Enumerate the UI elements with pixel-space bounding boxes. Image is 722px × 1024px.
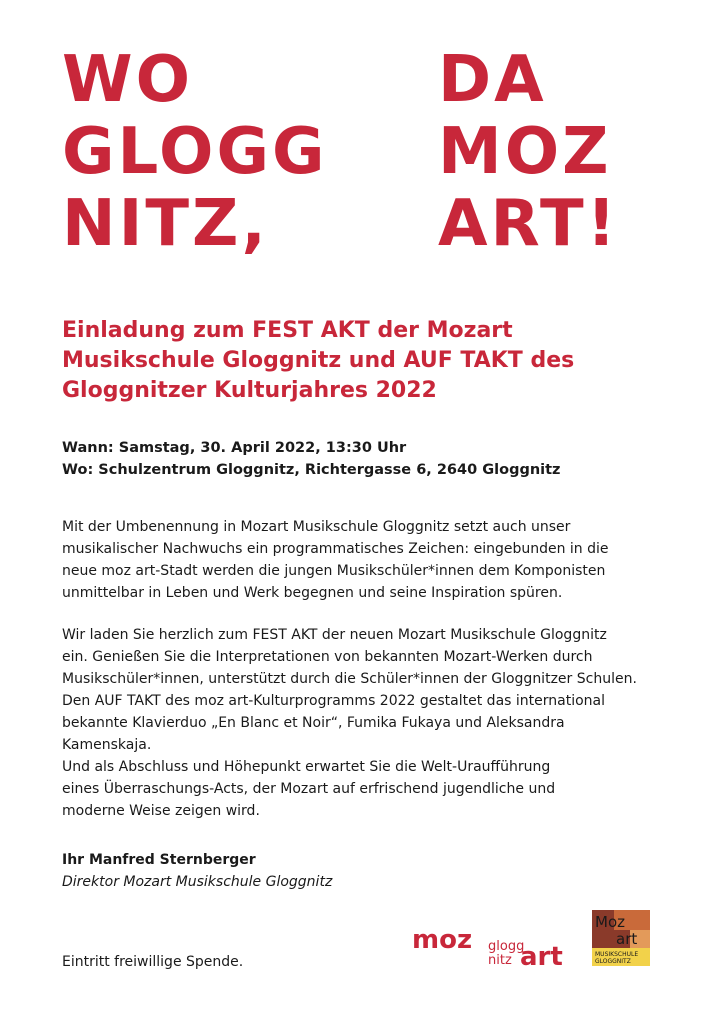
paragraph-line: Kamenskaja. <box>62 737 152 753</box>
logo-art-text: art <box>520 942 563 968</box>
event-when: Wann: Samstag, 30. April 2022, 13:30 Uhr <box>62 440 407 456</box>
paragraph-line: ein. Genießen Sie die Interpretationen von bekannten Mozart-Werken durch <box>62 649 593 665</box>
music-school-logo <box>592 910 650 966</box>
headline-line: MOZ <box>438 115 612 189</box>
paragraph-line: moderne Weise zeigen wird. <box>62 803 260 819</box>
event-details <box>62 437 662 481</box>
subtitle-line: Einladung zum FEST AKT der Mozart <box>62 318 513 343</box>
headline-right <box>438 44 619 260</box>
paragraph-line: eines Überraschungs-Acts, der Mozart auf erfrischend jugendliche und <box>62 781 556 797</box>
logo-moz-text: moz <box>412 925 473 955</box>
paragraph-line: bekannte Klavierduo „En Blanc et Noir“, Fumika Fukaya und Aleksandra <box>62 715 565 731</box>
entry-note: Eintritt freiwillige Spende. <box>62 954 244 970</box>
headline-line: ART! <box>438 187 619 261</box>
paragraph-intro <box>62 516 682 604</box>
paragraph-line: unmittelbar in Leben und Werk begegnen und seine Inspiration spüren. <box>62 585 563 601</box>
paragraph-line: Wir laden Sie herzlich zum FEST AKT der neuen Mozart Musikschule Gloggnitz <box>62 627 607 643</box>
logo-glogg-text: glogg <box>488 939 525 954</box>
paragraph-line: Mit der Umbenennung in Mozart Musikschule Gloggnitz setzt auch unser <box>62 519 571 535</box>
signature-title: Direktor Mozart Musikschule Gloggnitz <box>62 874 333 890</box>
paragraph-line: Musikschüler*innen, unterstützt durch die Schüler*innen der Gloggnitzer Schulen. <box>62 671 637 687</box>
invitation-subtitle <box>62 316 662 406</box>
headline-line: GLOGG <box>62 115 328 189</box>
logo-school-line2: GLOGGNITZ <box>595 958 631 965</box>
logo-school-line1: MUSIKSCHULE <box>595 951 639 958</box>
logo-nitz-text: nitz <box>488 953 512 968</box>
event-where: Wo: Schulzentrum Gloggnitz, Richtergasse 6, 2640 Gloggnitz <box>62 462 561 478</box>
logo-moz-text: Moz <box>595 913 625 931</box>
paragraph-line: neue moz art-Stadt werden die jungen Musikschüler*innen dem Komponisten <box>62 563 606 579</box>
headline-left <box>62 44 328 260</box>
signature-block <box>62 849 332 893</box>
paragraph-program <box>62 624 682 822</box>
subtitle-line: Gloggnitzer Kulturjahres 2022 <box>62 378 437 403</box>
headline-line: WO <box>62 43 193 117</box>
logo-art-text: art <box>616 930 638 948</box>
subtitle-line: Musikschule Gloggnitz und AUF TAKT des <box>62 348 575 373</box>
headline-line: NITZ, <box>62 187 269 261</box>
paragraph-line: Und als Abschluss und Höhepunkt erwartet Sie die Welt-Uraufführung <box>62 759 551 775</box>
mozart-city-logo <box>412 922 580 968</box>
headline-line: DA <box>438 43 547 117</box>
paragraph-line: Den AUF TAKT des moz art-Kulturprogramms 2022 gestaltet das international <box>62 693 606 709</box>
paragraph-line: musikalischer Nachwuchs ein programmatisches Zeichen: eingebunden in die <box>62 541 609 557</box>
signature-name: Ihr Manfred Sternberger <box>62 852 256 868</box>
